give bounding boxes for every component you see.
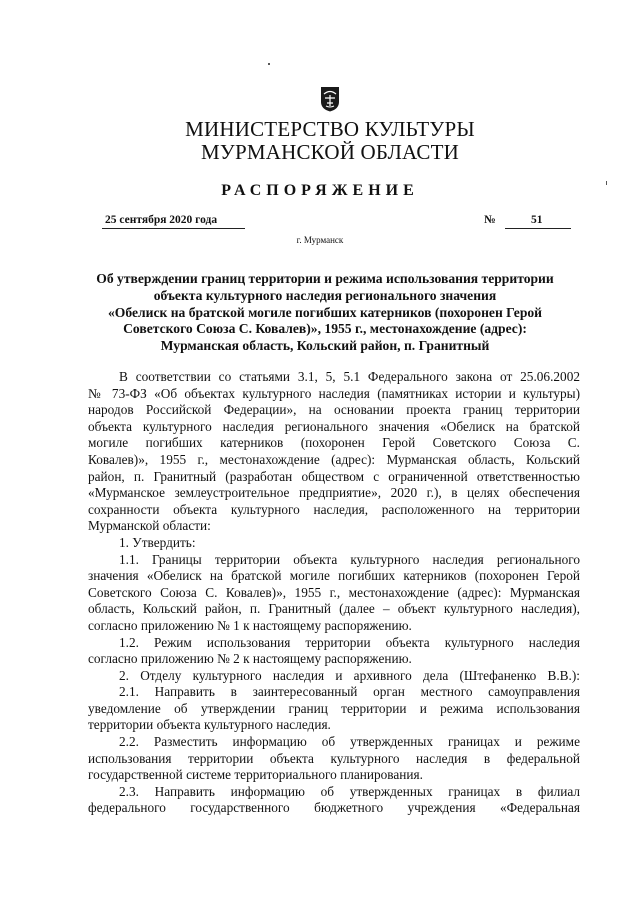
body-text-line: территории объекта культурного наследия. [88,717,331,733]
ministry-name-line1: МИНИСТЕРСТВО КУЛЬТУРЫ [185,117,475,141]
city-name: г. Мурманск [296,235,344,245]
heading-line: объекта культурного наследия регионального значения [153,287,497,303]
body-text-line: Советского Союза С. Ковалев)», 1955 г., местонахождение (адрес): Мурманская [88,584,580,600]
body-text-line: 1. Утвердить: [119,534,196,550]
heading-line: Об утверждении границ территории и режима использования территории [96,271,554,286]
body-text-line: использования территории объекта культурного наследия в федеральной [88,750,580,766]
body-text-line: объекта культурного наследия регионального значения «Обелиск на братской [88,418,580,434]
document-type-title: РАСПОРЯЖЕНИЕ [221,182,419,199]
body-text-line: сохранности объекта культурного наследия, расположенного на территории [88,501,580,517]
document-date: 25 сентября 2020 года [105,214,218,226]
body-text-line: область, Кольский район, п. Гранитный (далее – объект культурного наследия), [88,601,580,617]
body-text-line: могиле погибших катерников (похоронен Герой Советского Союза С. [88,435,580,451]
body-text-line: 2.3. Направить информацию об утвержденных границах в филиал [119,783,580,799]
body-text-line: 2. Отделу культурного наследия и архивного дела (Штефаненко В.В.): [119,667,580,683]
body-text-line: согласно приложению № 1 к настоящему распоряжению. [88,617,412,633]
body-text-line: «Мурманское землеустроительное предприятие», 2020 г.), в целях обеспечения [88,485,580,501]
body-text-line: уведомление об утверждении границ территории и режима использования [88,700,580,716]
heading-line: Советского Союза С. Ковалев)», 1955 г., местонахождение (адрес): [123,321,527,337]
number-underline [505,228,571,229]
heading-line: Мурманская область, Кольский район, п. Гранитный [160,338,490,354]
order-body [88,369,580,817]
ministry-name-line2: МУРМАНСКОЙ ОБЛАСТИ [201,140,459,164]
number-sign: № [484,214,496,226]
body-text-line: государственной системе территориального планирования. [88,767,423,783]
body-text-line: согласно приложению № 2 к настоящему распоряжению. [88,651,412,667]
order-heading [70,271,580,355]
scan-speck [268,63,270,65]
body-text-line: народов Российской Федерации», на основании проекта границ территории [88,402,580,418]
body-text-line: № 73-ФЗ «Об объектах культурного наследия (памятниках истории и культуры) [88,385,580,401]
document-number: 51 [531,214,543,226]
body-text-line: значения «Обелиск на братской могиле погибших катерников (похоронен Герой [88,568,580,584]
murmansk-coat-of-arms-icon [320,86,340,112]
body-text-line: 2.2. Разместить информацию об утвержденных границах и режиме [119,734,580,750]
body-text-line: 2.1. Направить в заинтересованный орган местного самоуправления [119,684,580,700]
body-text-line: В соответствии со статьями 3.1, 5, 5.1 Федерального закона от 25.06.2002 [119,369,580,384]
body-text-line: 1.1. Границы территории объекта культурного наследия регионального [119,551,580,567]
body-text-line: Ковалев)», 1955 г., местонахождение (адрес): Мурманская область, Кольский [88,451,580,467]
heading-line: «Обелиск на братской могиле погибших катерников (похоронен Герой [107,304,543,320]
body-text-line: федерального государственного бюджетного учреждения «Федеральная [88,800,580,816]
date-underline [102,228,245,229]
body-text-line: Мурманской области: [88,518,211,534]
body-text-line: район, п. Гранитный (разработан обществом с ограниченной ответственностью [88,468,580,484]
body-text-line: 1.2. Режим использования территории объекта культурного наследия [119,634,580,650]
